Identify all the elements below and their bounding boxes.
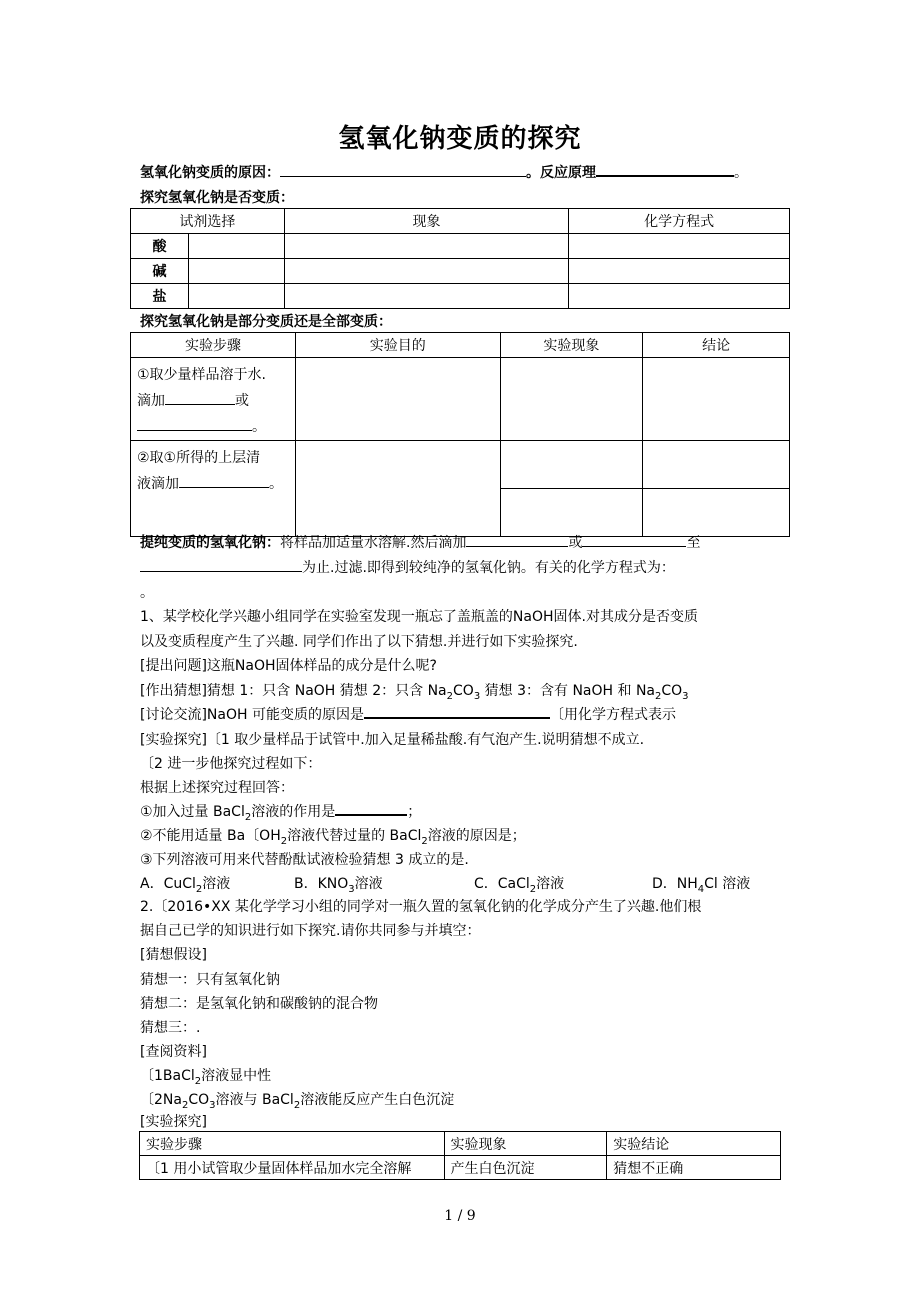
q1-line8: 根据上述探究过程回答： xyxy=(140,780,294,796)
cause-line xyxy=(140,162,748,182)
q2-line8 xyxy=(140,1065,271,1087)
q1-line9-c: ； xyxy=(407,804,422,820)
q1-line1: 1、某学校化学兴趣小组同学在实验室发现一瓶忘了盖瓶盖的NaOH固体.对其成分是否变质 xyxy=(140,609,698,625)
step1-or: 或 xyxy=(235,393,249,409)
q2-line9 xyxy=(140,1089,454,1111)
sub-3: 3 xyxy=(348,883,355,895)
step1-blank1[interactable] xyxy=(165,391,235,405)
sub-4: 4 xyxy=(697,883,705,895)
option-d-label: D．NH xyxy=(652,876,698,892)
table-reagent xyxy=(130,208,790,309)
th-exp-step: 实验步骤 xyxy=(140,1132,445,1156)
sub-2: 2 xyxy=(280,835,288,847)
q2-line9-b: CO xyxy=(188,1092,210,1108)
q1-line4-a: [作出猜想]猜想 1：只含 NaOH 猜想 2：只含 Na xyxy=(140,683,447,699)
q2-line7: [查阅资料] xyxy=(140,1044,207,1060)
cell[interactable] xyxy=(500,489,643,537)
cell[interactable] xyxy=(643,441,790,489)
cell[interactable] xyxy=(188,284,284,309)
exp-row1-conclusion: 猜想不正确 xyxy=(607,1156,781,1180)
q1-line10-c: 溶液的原因是； xyxy=(427,828,526,844)
option-c-suffix: 溶液 xyxy=(536,876,565,892)
option-a[interactable] xyxy=(140,873,230,895)
option-a-label: A．CuCl xyxy=(140,876,196,892)
q1-line4 xyxy=(140,680,689,702)
option-b[interactable] xyxy=(294,873,383,895)
q1-line4-d: CO xyxy=(661,683,683,699)
purify-to: 至 xyxy=(686,535,701,551)
cell[interactable] xyxy=(643,489,790,537)
option-c-label: C．CaCl xyxy=(474,876,530,892)
purify-text: 将样品加适量水溶解.然后滴加 xyxy=(280,535,467,551)
cause-end: 。 xyxy=(734,165,748,181)
cell[interactable] xyxy=(188,259,284,284)
q1-line10 xyxy=(140,825,526,847)
q1-line9-a: ①加入过量 BaCl xyxy=(140,804,245,820)
q2-line8-a: 〔1BaCl xyxy=(140,1068,195,1084)
cell[interactable] xyxy=(284,284,569,309)
option-a-suffix: 溶液 xyxy=(202,876,231,892)
cell[interactable] xyxy=(295,358,500,441)
exp-row1-step: 〔1 用小试管取少量固体样品加水完全溶解 xyxy=(140,1156,445,1180)
step1-end: 。 xyxy=(252,419,266,435)
q1-line9 xyxy=(140,801,421,823)
purify-line1 xyxy=(140,532,700,552)
sub-2: 2 xyxy=(421,835,428,847)
sub-2: 2 xyxy=(244,811,252,823)
q1-line10-a: ②不能用适量 Ba〔OH xyxy=(140,828,281,844)
row-salt: 盐 xyxy=(131,284,189,309)
cell[interactable] xyxy=(284,259,569,284)
q2-line9-d: 溶液能反应产生白色沉淀 xyxy=(300,1092,455,1108)
option-d[interactable] xyxy=(652,873,750,895)
q1-line5 xyxy=(140,704,676,724)
q1-line2: 以及变质程度产生了兴趣. 同学们作出了以下猜想.并进行如下实验探究. xyxy=(140,634,578,650)
th-phenomenon: 现象 xyxy=(284,209,569,234)
row-acid: 酸 xyxy=(131,234,189,259)
q1-line3: [提出问题]这瓶NaOH固体样品的成分是什么呢? xyxy=(140,658,437,674)
cell[interactable] xyxy=(295,441,500,537)
step1-blank2[interactable] xyxy=(137,417,252,431)
sub-2: 2 xyxy=(446,690,454,702)
page-number: 1 / 9 xyxy=(444,1208,476,1224)
th-exp-phenomenon: 实验现象 xyxy=(444,1132,607,1156)
q2-line4: 猜想一：只有氢氧化钠 xyxy=(140,972,280,988)
q1-line9-b: 溶液的作用是 xyxy=(251,804,336,820)
cause-blank[interactable] xyxy=(280,163,526,177)
sub-2: 2 xyxy=(655,690,662,702)
section2-heading: 探究氢氧化钠是部分变质还是全部变质： xyxy=(140,314,392,330)
q1-line7: 〔2 进一步他探究过程如下： xyxy=(140,756,322,772)
q1-line6: [实验探究]〔1 取少量样品于试管中.加入足量稀盐酸.有气泡产生.说明猜想不成立. xyxy=(140,732,645,748)
section1-heading: 探究氢氧化钠是否变质： xyxy=(140,190,294,206)
q2-line1: 2.〔2016•XX 某化学学习小组的同学对一瓶久置的氢氧化钠的化学成分产生了兴趣.他们根 xyxy=(140,899,702,915)
sub-2: 2 xyxy=(181,1099,189,1111)
table-experiment xyxy=(139,1131,781,1180)
purify-or: 或 xyxy=(568,535,583,551)
step2-end: 。 xyxy=(269,476,283,492)
table-partial xyxy=(130,332,790,537)
q2-line5: 猜想二：是氢氧化钠和碳酸钠的混合物 xyxy=(140,996,378,1012)
step2-line2: 液滴加 xyxy=(137,476,179,492)
q2-line2: 据自己已学的知识进行如下探究.请你共同参与并填空： xyxy=(140,923,481,939)
row-base: 碱 xyxy=(131,259,189,284)
purify-line3: 。 xyxy=(140,585,154,601)
q2-line6: 猜想三：. xyxy=(140,1020,201,1036)
sub-2: 2 xyxy=(293,1099,301,1111)
q2-line9-c: 溶液与 BaCl xyxy=(215,1092,294,1108)
option-d-suffix: Cl 溶液 xyxy=(704,876,751,892)
q2-line8-b: 溶液显中性 xyxy=(201,1068,272,1084)
option-b-suffix: 溶液 xyxy=(354,876,383,892)
option-c[interactable] xyxy=(474,873,564,895)
cell[interactable] xyxy=(569,234,790,259)
cell[interactable] xyxy=(569,284,790,309)
th-reagent: 试剂选择 xyxy=(131,209,285,234)
th-purpose: 实验目的 xyxy=(295,333,500,358)
sub-2: 2 xyxy=(529,883,537,895)
purify-text2: 为止.过滤.即得到较纯净的氢氧化钠。有关的化学方程式为： xyxy=(302,560,675,576)
q1-line11: ③下列溶液可用来代替酚酞试液检验猜想 3 成立的是. xyxy=(140,852,469,868)
sub-3: 3 xyxy=(473,690,481,702)
cause-mid: 。反应原理 xyxy=(526,165,596,181)
exp-row1-phenomenon: 产生白色沉淀 xyxy=(444,1156,607,1180)
cell[interactable] xyxy=(500,441,643,489)
sub-2: 2 xyxy=(194,1075,202,1087)
th-observation: 实验现象 xyxy=(500,333,643,358)
th-equation: 化学方程式 xyxy=(569,209,790,234)
step1-cell xyxy=(131,358,296,441)
th-exp-conclusion: 实验结论 xyxy=(607,1132,781,1156)
cell[interactable] xyxy=(500,358,643,441)
step1-line2: 滴加 xyxy=(137,393,165,409)
cell[interactable] xyxy=(188,234,284,259)
q2-line3: [猜想假设] xyxy=(140,947,207,963)
cause-label: 氢氧化钠变质的原因： xyxy=(140,165,280,181)
th-step: 实验步骤 xyxy=(131,333,296,358)
cell[interactable] xyxy=(643,358,790,441)
q2-line9-a: 〔2Na xyxy=(140,1092,182,1108)
q1-line10-b: 溶液代替过量的 BaCl xyxy=(287,828,422,844)
purify-blank3[interactable] xyxy=(140,558,302,572)
cell[interactable] xyxy=(569,259,790,284)
cell[interactable] xyxy=(284,234,569,259)
step2-line1: ②取①所得的上层清 xyxy=(137,450,261,466)
q1-line5-b: 〔用化学方程式表示 xyxy=(549,707,676,723)
q1-cause-blank[interactable] xyxy=(364,704,550,719)
option-b-label: B．KNO xyxy=(294,876,349,892)
sub-3: 3 xyxy=(209,1099,216,1111)
page-title: 氢氧化钠变质的探究 xyxy=(338,124,582,154)
q1-line4-c: 猜想 3：含有 NaOH 和 Na xyxy=(480,683,655,699)
step1-line1: ①取少量样品溶于水. xyxy=(137,367,267,383)
principle-blank[interactable] xyxy=(596,162,734,177)
purify-label: 提纯变质的氢氧化钠： xyxy=(140,535,280,551)
th-conclusion: 结论 xyxy=(643,333,790,358)
q1-bacl2-blank[interactable] xyxy=(335,801,407,816)
q1-line4-b: CO xyxy=(453,683,474,699)
purify-line2 xyxy=(140,557,675,577)
sub-3: 3 xyxy=(682,690,689,702)
step2-cell xyxy=(131,441,296,537)
step2-blank[interactable] xyxy=(179,474,269,488)
purify-blank2[interactable] xyxy=(582,533,686,547)
q2-line10: [实验探究] xyxy=(140,1114,207,1130)
purify-blank1[interactable] xyxy=(466,533,568,547)
sub-2: 2 xyxy=(195,883,203,895)
q1-line5-a: [讨论交流]NaOH 可能变质的原因是 xyxy=(140,707,364,723)
